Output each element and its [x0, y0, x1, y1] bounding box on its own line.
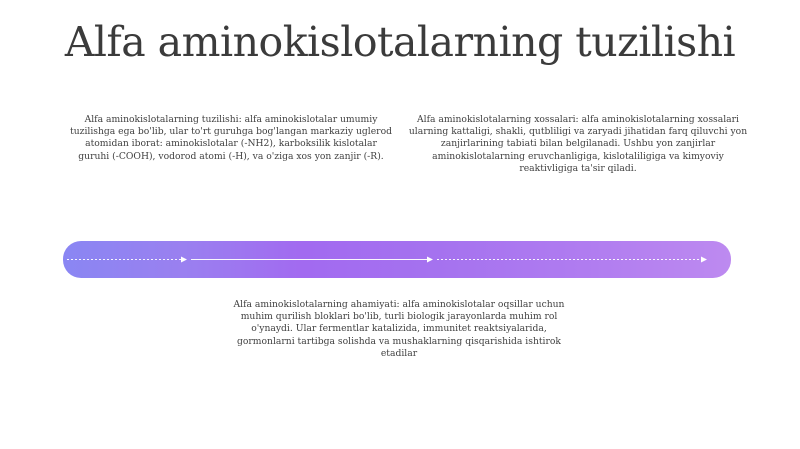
timeline-bar	[63, 241, 731, 278]
timeline-arrows	[63, 241, 731, 278]
timeline-segment-3	[437, 257, 707, 263]
text-block-structure: Alfa aminokislotalarning tuzilishi: alfa aminokislotalar umumiy tuzilishga ega bo'lib, ular to'rt guruhga bog'langan markaziy uglerod atomidan iborat: aminokislotalar (-NH2), karboksilik kislotalar guruhi (-COOH), vodorod atomi (-H), va o'ziga xos yon zanjir (-R).	[70, 114, 392, 162]
slide-title: Alfa aminokislotalarning tuzilishi	[64, 18, 736, 66]
arrow-right-icon	[427, 257, 433, 263]
timeline-segment-2	[191, 257, 433, 263]
arrow-right-icon	[701, 257, 707, 263]
timeline-segment-1	[67, 257, 187, 263]
arrow-right-icon	[181, 257, 187, 263]
text-block-importance: Alfa aminokislotalarning ahamiyati: alfa aminokislotalar oqsillar uchun muhim qurilish bloklari bo'lib, turli biologik jarayonlarda muhim rol o'ynaydi. Ular fermentlar katalizida, immunitet reaktsiyalarida, gormonlarni tartibga solishda va mushaklarning qisqarishida ishtirok etadilar	[233, 299, 565, 359]
text-block-properties: Alfa aminokislotalarning xossalari: alfa aminokislotalarning xossalari ularning kattaligi, shakli, qutbliligi va zaryadi jihatidan farq qiluvchi yon zanjirlarining tabiati bilan belgilanadi. Ushbu yon zanjirlar aminokislotalarning eruvchanligiga, kislotaliligiga va kimyoviy reaktivligiga ta'sir qiladi.	[408, 114, 748, 174]
